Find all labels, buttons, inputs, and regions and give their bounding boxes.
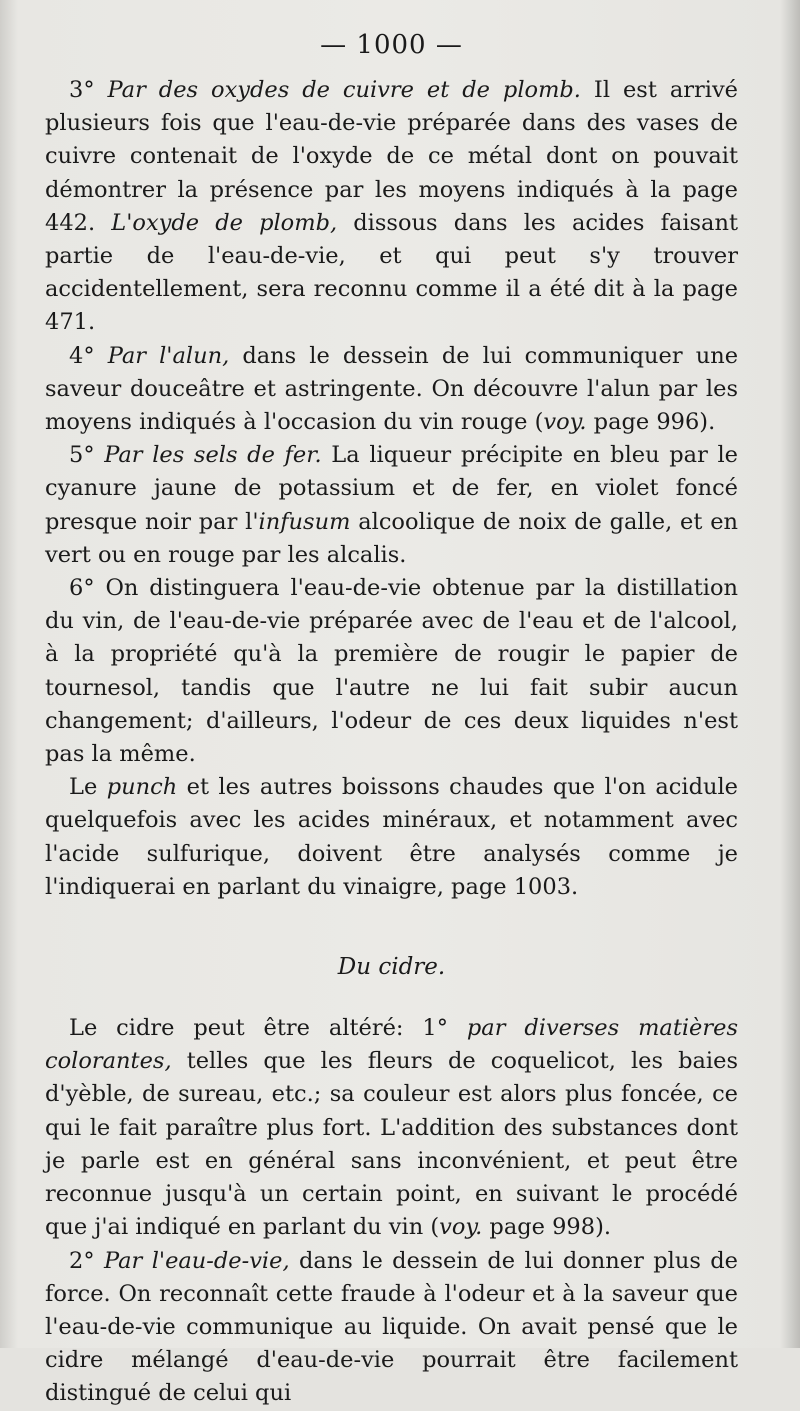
italic-heading: Par l'eau-de-vie, xyxy=(103,1247,290,1274)
item-number: 2° xyxy=(69,1247,104,1274)
paragraph-text: dissous dans les acides faisant partie de l'eau-de-vie, et qui peut s'y trouver accidentellement, sera reconnu comme il a été dit à la page 471. xyxy=(45,209,739,336)
paragraph-text: Il est arrivé plusieurs fois que l'eau-de-vie préparée dans des vases de cuivre contenait de l'oxyde de ce métal dont on pouvait démontrer la présence par les moyens indiqués à la page 442. xyxy=(45,77,738,236)
paragraph-punch xyxy=(45,771,738,904)
paragraph-cidre-colorants xyxy=(45,1012,738,1244)
page-number-header: — 1000 — xyxy=(320,30,463,60)
paragraph-text: telles que les fleurs de coquelicot, les baies d'yèble, de sureau, etc.; sa couleur est alors plus foncée, ce qui le fait paraître plus fort. L'addition des substances dont je parle est en général sans inconvénient, et peut être reconnue jusqu'à un certain point, en suivant le procédé que j'ai indiqué en parlant du vin ( xyxy=(45,1048,738,1241)
italic-phrase: infusum xyxy=(258,508,351,535)
italic-heading: par diverses matières colorantes, xyxy=(45,1015,738,1075)
paragraph-text: La liqueur précipite en bleu par le cyanure jaune de potassium et de fer, en violet foncé presque noir par l' xyxy=(45,442,738,535)
paragraph-text: On distinguera l'eau-de-vie obtenue par la distillation du vin, de l'eau-de-vie préparée avec de l'eau et de l'alcool, à la propriété qu'à la première de rougir le papier de tournesol, tandis que l'autre ne lui fait subir aucun changement; d'ailleurs, l'odeur de ces deux liquides n'est pas la même. xyxy=(45,575,739,768)
italic-phrase: voy. xyxy=(543,409,587,436)
item-number: 3° xyxy=(69,77,108,103)
paragraph-text: page 998). xyxy=(482,1214,611,1241)
italic-phrase: voy. xyxy=(439,1214,483,1241)
italic-phrase: L'oxyde de plomb, xyxy=(111,209,338,236)
paragraph-text: page 996). xyxy=(586,409,716,436)
item-number: 5° xyxy=(69,442,105,469)
item-number: 6° xyxy=(69,575,106,602)
italic-phrase: punch xyxy=(106,774,178,801)
paragraph-distinction xyxy=(45,572,738,771)
paragraph-lead: Le xyxy=(69,774,107,801)
paragraph-lead: Le cidre peut être altéré: 1° xyxy=(69,1015,467,1042)
paragraph-text: alcoolique de noix de galle, et en vert ou en rouge par les alcalis. xyxy=(45,508,738,568)
paragraph-text: dans le dessein de lui communiquer une saveur douceâtre et astringente. On découvre l'alun par les moyens indiqués à l'occasion du vin rouge ( xyxy=(45,342,739,436)
italic-heading: Par des oxydes de cuivre et de plomb. xyxy=(107,77,581,103)
item-number: 4° xyxy=(69,342,108,369)
paragraph-text: dans le dessein de lui donner plus de force. On reconnaît cette fraude à l'odeur et à la saveur que l'eau-de-vie communique au liquide. On avait pensé que le cidre mélangé d'eau-de-vie pourrait être facilement distingué de celui qui xyxy=(45,1247,739,1407)
section-title: Du cidre. xyxy=(337,954,446,981)
paragraph-sels-de-fer xyxy=(45,439,738,572)
paragraph-oxydes xyxy=(45,74,738,340)
italic-heading: Par l'alun, xyxy=(107,342,230,369)
paragraph-cidre-eau-de-vie xyxy=(45,1245,738,1411)
paragraph-alun xyxy=(45,340,738,440)
paragraph-text: et les autres boissons chaudes que l'on acidule quelquefois avec les acides minéraux, et notamment avec l'acide sulfurique, doivent être analysés comme je l'indiquerai en parlant du vinaigre, page 1003. xyxy=(45,774,738,900)
italic-heading: Par les sels de fer. xyxy=(104,442,322,469)
